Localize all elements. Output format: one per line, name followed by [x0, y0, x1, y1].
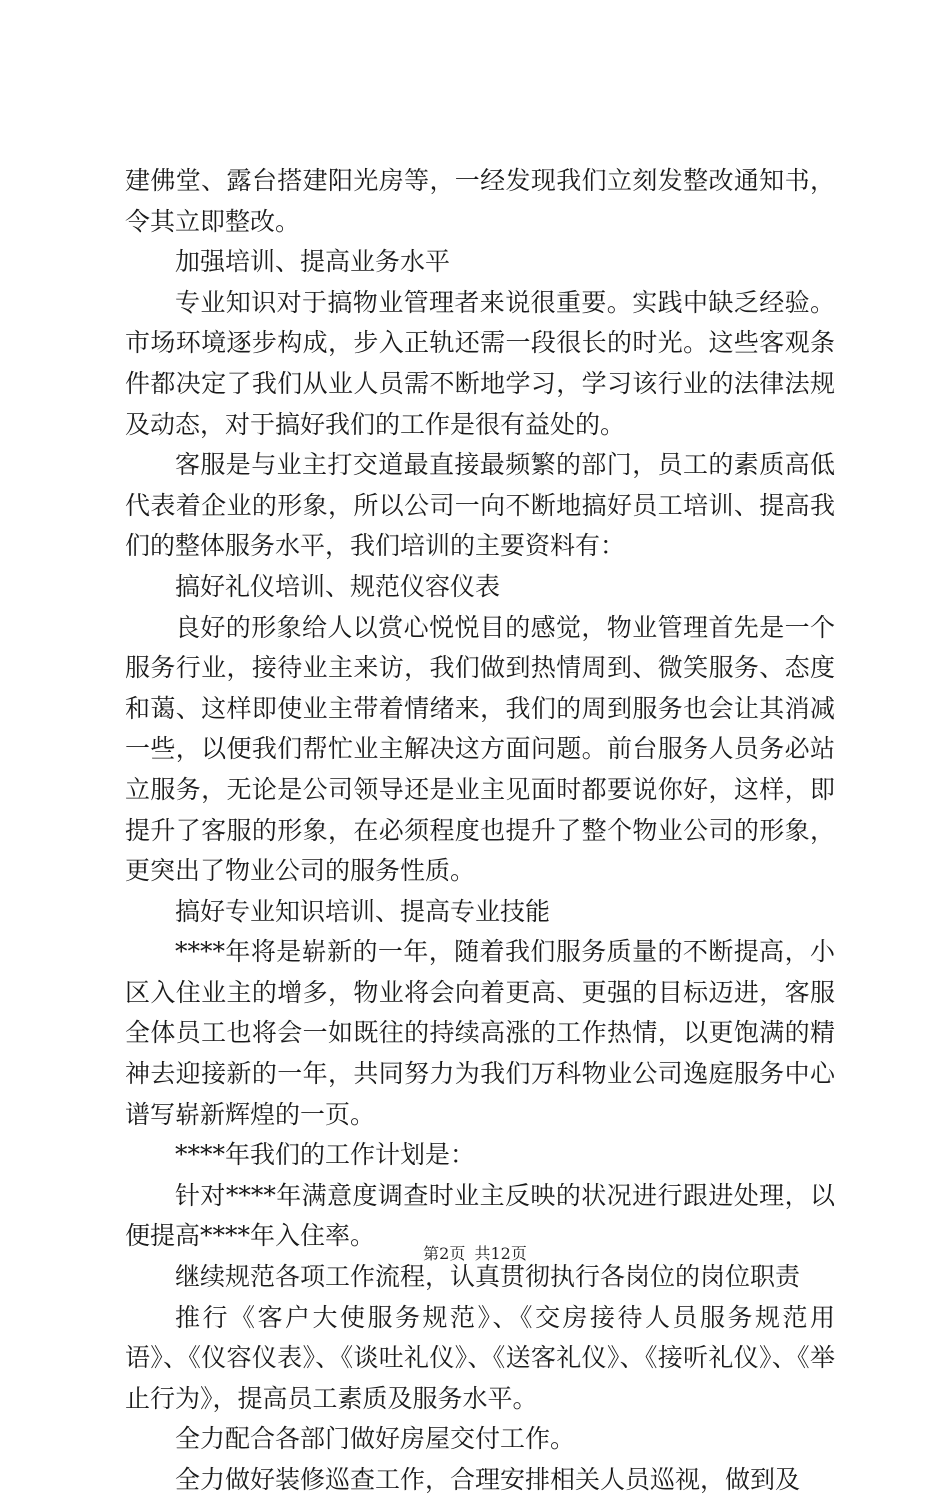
paragraph: 建佛堂、露台搭建阳光房等，一经发现我们立刻发整改通知书，令其立即整改。 — [125, 166, 835, 236]
paragraph: 针对****年满意度调查时业主反映的状况进行跟进处理，以便提高****年入住率。 — [125, 1180, 835, 1251]
paragraph: 推行《客户大使服务规范》、《交房接待人员服务规范用语》、《仪容仪表》、《谈吐礼仪》、《送客礼仪》、《接听礼仪》、《举止行为》，提高员工素质及服务水平。 — [125, 1302, 835, 1413]
paragraph: 客服是与业主打交道最直接最频繁的部门，员工的素质高低代表着企业的形象，所以公司一向不断地搞好员工培训、提高我们的整体服务水平，我们培训的主要资料有： — [125, 450, 835, 561]
paragraph: ****年将是崭新的一年，随着我们服务质量的不断提高，小区入住业主的增多，物业将会向着更高、更强的目标迈进，客服全体员工也将会一如既往的持续高涨的工作热情，以更饱满的精神去迎接新的一年，共同努力为我们万科物业公司逸庭服务中心谱写崭新辉煌的一页。 — [125, 937, 835, 1129]
paragraph: 全力配合各部门做好房屋交付工作。 — [175, 1424, 576, 1454]
section-heading: 加强培训、提高业务水平 — [175, 247, 451, 277]
document-body — [125, 161, 835, 1501]
section-heading: 搞好礼仪培训、规范仪容仪表 — [175, 571, 501, 601]
paragraph: 良好的形象给人以赏心悦悦目的感觉，物业管理首先是一个服务行业，接待业主来访，我们做到热情周到、微笑服务、态度和蔼、这样即使业主带着情绪来，我们的周到服务也会让其消减一些，以便我们帮忙业主解决这方面问题。前台服务人员务必站立服务，无论是公司领导还是业主见面时都要说你好，这样，即提升了客服的形象，在必须程度也提升了整个物业公司的形象，更突出了物业公司的服务性质。 — [125, 612, 835, 886]
page-total: 共12页 — [474, 1244, 527, 1263]
section-heading: 搞好专业知识培训、提高专业技能 — [175, 896, 551, 926]
section-heading: ****年我们的工作计划是： — [175, 1140, 476, 1170]
paragraph: 全力做好装修巡查工作，合理安排相关人员巡视，做到及 — [175, 1465, 801, 1494]
paragraph: 继续规范各项工作流程，认真贯彻执行各岗位的岗位职责 — [175, 1262, 801, 1292]
page-number: 第2页 — [423, 1244, 466, 1263]
paragraph: 专业知识对于搞物业管理者来说很重要。实践中缺乏经验。市场环境逐步构成，步入正轨还需一段很长的时光。这些客观条件都决定了我们从业人员需不断地学习，学习该行业的法律法规及动态，对于搞好我们的工作是很有益处的。 — [125, 287, 835, 439]
page-footer — [0, 1241, 950, 1264]
